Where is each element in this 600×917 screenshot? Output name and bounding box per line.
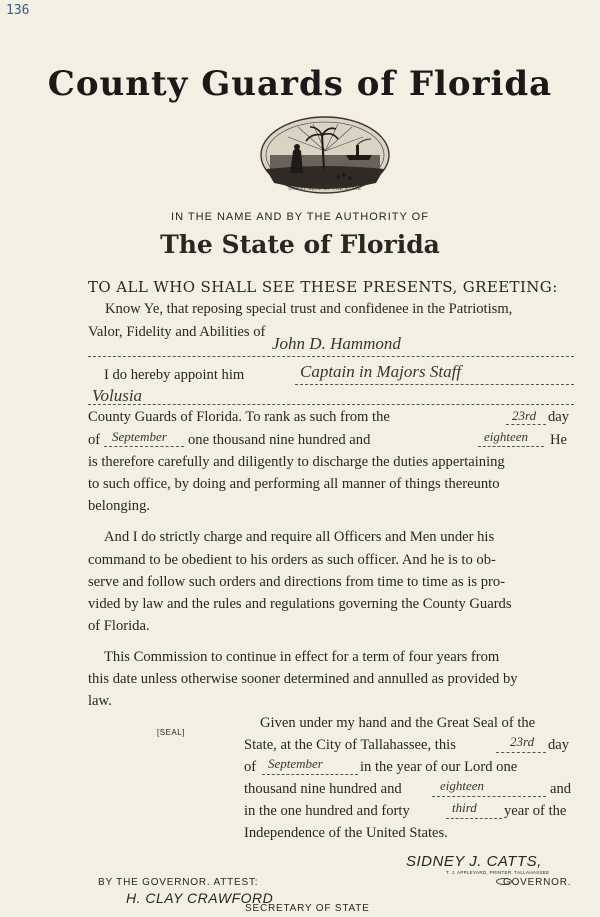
para2-line5: of Florida. xyxy=(88,618,150,634)
handwritten-name: John D. Hammond xyxy=(272,334,401,353)
given-year-line xyxy=(432,796,546,797)
name-line xyxy=(88,356,574,357)
handwritten-given-month: September xyxy=(268,756,323,771)
day-line xyxy=(506,424,546,425)
seal-label: [SEAL] xyxy=(157,728,185,737)
handwritten-county: Volusia xyxy=(92,386,143,405)
para1-line1: Know Ye, that reposing special trust and confidenee in the Patriotism, xyxy=(105,301,513,317)
para2-line2: command to be obedient to his orders as such officer. And he is to ob- xyxy=(88,552,496,568)
handwritten-independence: third xyxy=(452,800,477,815)
para1-line2: Valor, Fidelity and Abilities of xyxy=(88,324,266,340)
given-line2b: day xyxy=(548,737,570,753)
printer-credit: T. J. APPLEYARD, PRINTER, TALLAHASSEE xyxy=(446,870,550,875)
county-line xyxy=(88,404,574,405)
para3-line1: This Commission to continue in effect for a term of four years from xyxy=(104,649,500,665)
handwritten-day: 23rd xyxy=(512,408,537,423)
given-line5a: in the one hundred and forty xyxy=(244,803,410,819)
given-line5b: year of the xyxy=(504,803,567,819)
para1-line4: County Guards of Florida. To rank as such from the xyxy=(88,409,390,425)
year-line xyxy=(478,446,544,447)
rank-line xyxy=(295,384,574,385)
handwritten-given-year: eighteen xyxy=(440,778,485,793)
florida-seal-image xyxy=(258,115,392,197)
governor-title: GOVERNOR. xyxy=(503,877,572,888)
greeting: TO ALL WHO SHALL SEE THESE PRESENTS, GREETING: xyxy=(88,278,558,296)
para2-line4: vided by law and the rules and regulations governing the County Guards xyxy=(88,596,512,612)
given-line3a: of xyxy=(244,759,257,775)
seal-vignette-icon xyxy=(258,115,392,197)
attest-line: BY THE GOVERNOR. ATTEST: xyxy=(98,877,259,888)
handwritten-given-day: 23rd xyxy=(510,734,535,749)
para1-line6: is therefore carefully and diligently to discharge the duties appertaining xyxy=(88,454,505,470)
given-line6: Independence of the United States. xyxy=(244,825,448,841)
authority-line: IN THE NAME AND BY THE AUTHORITY OF xyxy=(171,211,429,223)
given-line2a: State, at the City of Tallahassee, this xyxy=(244,737,456,753)
given-line4a: thousand nine hundred and xyxy=(244,781,402,797)
para1-thousand: one thousand nine hundred and xyxy=(188,432,371,448)
para3-line3: law. xyxy=(88,693,112,709)
page-number: 136 xyxy=(6,3,30,18)
handwritten-rank: Captain in Majors Staff xyxy=(300,362,462,381)
given-day-line xyxy=(496,752,546,753)
para1-line8: belonging. xyxy=(88,498,151,514)
handwritten-month: September xyxy=(112,429,167,444)
para1-appoint: I do hereby appoint him xyxy=(104,367,245,383)
independence-line xyxy=(446,818,502,819)
state-title: The State of Florida xyxy=(160,230,440,259)
para1-of: of xyxy=(88,432,101,448)
month-line xyxy=(104,446,184,447)
governor-name: SIDNEY J. CATTS, xyxy=(406,853,542,870)
given-month-line xyxy=(262,774,358,775)
para1-line7: to such office, by doing and performing all manner of things thereunto xyxy=(88,476,500,492)
given-line3b: in the year of our Lord one xyxy=(360,759,518,775)
secretary-name: H. CLAY CRAWFORD xyxy=(126,890,274,906)
para2-line1: And I do strictly charge and require all Officers and Men under his xyxy=(104,529,495,545)
handwritten-year: eighteen xyxy=(484,429,529,444)
printer-mark-icon xyxy=(496,878,512,885)
secretary-title: SECRETARY OF STATE xyxy=(245,903,370,914)
para1-day-word: day xyxy=(548,409,570,425)
given-line4b: and xyxy=(550,781,572,797)
seal-motto: GREAT SEAL OF THE STATE xyxy=(288,186,362,191)
given-line1: Given under my hand and the Great Seal of the xyxy=(260,715,536,731)
document-title: County Guards of Florida xyxy=(47,64,553,104)
para3-line2: this date unless otherwise sooner determined and annulled as provided by xyxy=(88,671,518,687)
para1-he: He xyxy=(550,432,568,448)
para2-line3: serve and follow such orders and directions from time to time as is pro- xyxy=(88,574,506,590)
